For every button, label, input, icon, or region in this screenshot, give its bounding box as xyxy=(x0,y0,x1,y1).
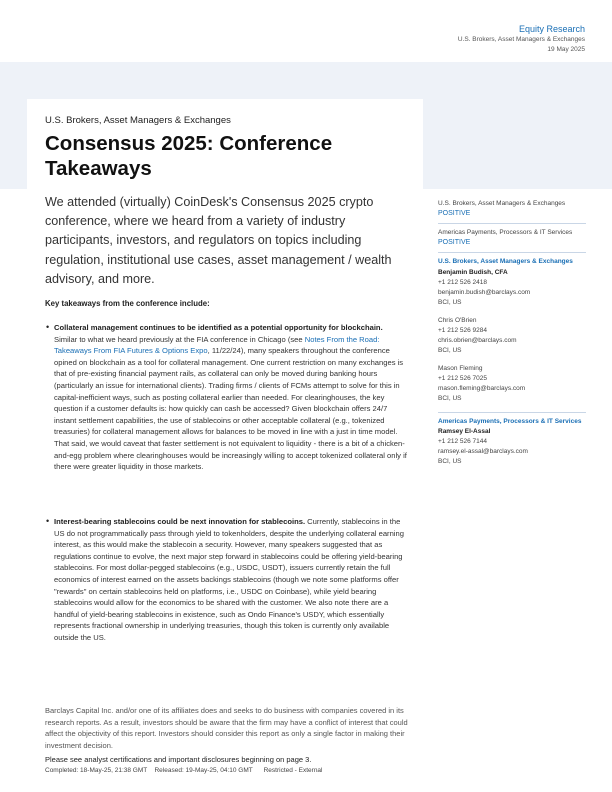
analyst-email[interactable]: benjamin.budish@barclays.com xyxy=(438,288,531,296)
bullet-lead: Interest-bearing stablecoins could be next innovation for stablecoins. xyxy=(54,517,306,526)
bullet-item xyxy=(45,516,407,644)
report-sector: U.S. Brokers, Asset Managers & Exchanges xyxy=(45,115,231,126)
classification-label: Restricted - External xyxy=(263,767,323,774)
analyst-email[interactable]: chris.obrien@barclays.com xyxy=(438,336,517,344)
report-header xyxy=(0,0,612,62)
key-takeaways-label: Key takeaways from the conference include: xyxy=(45,299,210,308)
release-info xyxy=(45,767,323,774)
analyst-card xyxy=(438,427,586,467)
analyst-name: Benjamin Budish, CFA xyxy=(438,268,508,276)
report-link[interactable]: Notes From the Road: Takeaways From FIA Futures & Options Expo xyxy=(54,334,380,356)
certifications-note: Please see analyst certifications and important disclosures beginning on page 3. xyxy=(45,755,312,764)
analyst-card xyxy=(438,268,586,308)
rating-sector: U.S. Brokers, Asset Managers & Exchanges xyxy=(438,200,566,207)
disclaimer: Barclays Capital Inc. and/or one of its affiliates does and seeks to do business with companies covered in its research reports. As a result, investors should be aware that the firm may have a conflict of interest that could affect the objectivity of this report. Investors should consider this report as only a single factor in making their investment decision. xyxy=(45,706,408,750)
analyst-sidebar xyxy=(438,199,586,475)
divider xyxy=(438,412,586,413)
bullet-text: Currently, stablecoins in the US do not programmatically pass through yield to tokenholders, despite the underlying collateral earning interest, as this would make the stablecoin a security. However, many speakers suggested that as regulations continue to evolve, the next major step forward in stablecoins could be offering yield-bearing stablecoins. For most dollar-pegged stablecoins (e.g., USDC, USDT), issuers currently retain the full economics of interest earned on the assets backings stablecoins (though we note some platforms offer "rewards" on certain stablecoins held on platforms, i.e., USDC on Coinbase), while yield bearing stablecoins would allow for the economics to be shared with the customer. We also note there are a handful of yield-bearing stablecoins in existence, such as Ondo Finance's USDY, which essentially represents fractional ownership in underlying treasuries, though this token is currently only available outside the US. xyxy=(54,517,404,642)
analyst-card xyxy=(438,316,586,356)
bullet-marker: • xyxy=(46,516,50,526)
rating-sector: Americas Payments, Processors & IT Services xyxy=(438,229,573,236)
analyst-email[interactable]: mason.fleming@barclays.com xyxy=(438,384,526,392)
bullet-text: Similar to what we heard previously at the FIA conference in Chicago (see xyxy=(54,334,305,344)
divider xyxy=(438,223,586,224)
bullet-marker: • xyxy=(46,322,50,332)
analyst-phone: +1 212 526 9284 xyxy=(438,326,487,334)
analyst-email[interactable]: ramsey.el-assal@barclays.com xyxy=(438,448,528,455)
header-meta xyxy=(458,23,585,55)
analyst-phone: +1 212 526 7025 xyxy=(438,374,487,382)
header-date: 19 May 2025 xyxy=(547,46,585,53)
analyst-group-title: U.S. Brokers, Asset Managers & Exchanges xyxy=(438,258,573,265)
bullet-lead: Collateral management continues to be identified as a potential opportunity for blockchain. xyxy=(54,323,383,332)
analyst-entity: BCI, US xyxy=(438,298,462,306)
header-title: Equity Research xyxy=(518,24,585,34)
released-timestamp: Released: 19-May-25, 04:10 GMT xyxy=(154,767,253,774)
analyst-phone: +1 212 526 2418 xyxy=(438,278,487,286)
rating-value: POSITIVE xyxy=(438,239,471,246)
rating-value: POSITIVE xyxy=(438,210,471,217)
header-sector: U.S. Brokers, Asset Managers & Exchanges xyxy=(457,36,585,43)
analyst-phone: +1 212 526 7144 xyxy=(438,438,487,445)
analyst-card xyxy=(438,364,586,404)
analyst-name: Mason Fleming xyxy=(438,364,483,372)
bullet-text: , 11/22/24), many speakers throughout the conference opined on blockchain as a tool for collateral management. One current restriction on many exchanges is that of pre-existing financial payment rails, as collateral can only be moved during banking hours (particularly an issue for international clients). Trading firms / clients of FCMs attempt to solve for this in capital-inefficient ways, such as posting collateral earlier than needed. For clearinghouses, the key question if a customer defaults is: how quickly can cash be accessed? Given blockchain offers 24/7 instant settlement capabilities, the use of stablecoins or other acceptable collateral (e.g., tokenized treasuries) for collateral management allows for balances to be moved in line with a just in time model. That said, we would caveat that faster settlement is not equivalent to liquidity - there is a bit of a chicken-and-egg problem where clearinghouses would be increasingly willing to accept tokenized collateral only if there were greater liquidity in those markets. xyxy=(54,346,407,472)
divider xyxy=(438,252,586,253)
analyst-name: Ramsey El-Assal xyxy=(438,428,491,435)
analyst-entity: BCI, US xyxy=(438,346,462,354)
analyst-entity: BCI, US xyxy=(438,458,462,465)
bullet-item xyxy=(45,322,407,473)
analyst-group-title: Americas Payments, Processors & IT Services xyxy=(438,417,582,425)
analyst-entity: BCI, US xyxy=(438,394,462,402)
completed-timestamp: Completed: 18-May-25, 21:38 GMT xyxy=(45,767,148,774)
report-title: Consensus 2025: Conference Takeaways xyxy=(45,132,333,180)
report-lede: We attended (virtually) CoinDesk's Consensus 2025 crypto conference, where we heard from a variety of industry participants, investors, and regulators on topics including regulation, institutional use cases, asset management / wealth advisory, and more. xyxy=(45,195,392,286)
analyst-name: Chris O'Brien xyxy=(438,316,477,324)
